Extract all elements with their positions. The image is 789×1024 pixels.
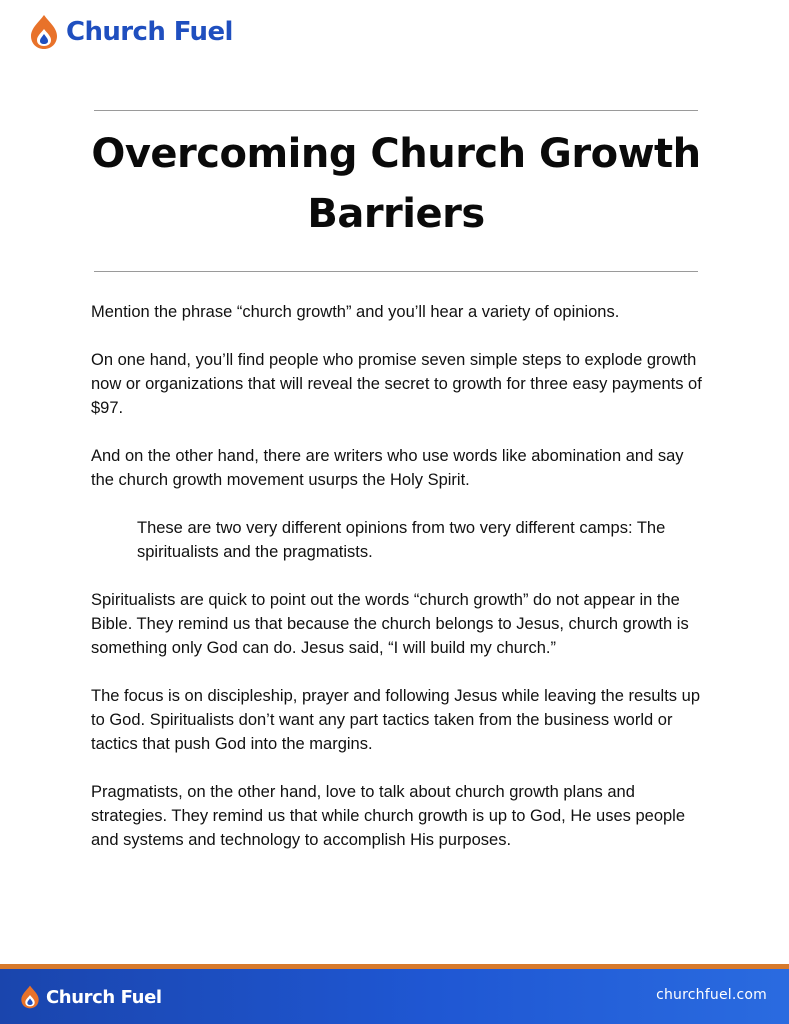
indented-quote: These are two very different opinions from two very different camps: The spiritualists and the pragmatists. <box>137 519 666 561</box>
header-logo <box>30 13 233 51</box>
body-paragraph: Pragmatists, on the other hand, love to talk about church growth plans and strategies. They remind us that while church growth is up to God, He uses people and systems and technology to accomplish His purposes. <box>91 783 686 849</box>
body-paragraph: On one hand, you’ll find people who promise seven simple steps to explode growth now or organizations that will reveal the secret to growth for three easy payments of $97. <box>91 351 702 417</box>
page-title <box>60 124 732 244</box>
footer-website-link[interactable]: churchfuel.com <box>656 987 767 1003</box>
page-title-line-1: Overcoming Church Growth <box>91 131 701 177</box>
footer-accent-stripe <box>0 964 789 969</box>
flame-drop-icon <box>20 985 40 1009</box>
article-body <box>91 300 711 876</box>
title-top-divider <box>94 110 698 111</box>
footer-brand-name: Church Fuel <box>46 986 162 1008</box>
page-footer <box>0 964 789 1024</box>
body-paragraph: Mention the phrase “church growth” and you’ll hear a variety of opinions. <box>91 303 620 321</box>
flame-drop-icon <box>30 14 58 50</box>
body-paragraph: And on the other hand, there are writers who use words like abomination and say the church growth movement usurps the Holy Spirit. <box>91 447 684 489</box>
title-bottom-divider <box>94 271 698 272</box>
footer-logo <box>20 984 162 1010</box>
header-brand-name: Church Fuel <box>66 17 233 47</box>
page-title-line-2: Barriers <box>307 191 485 237</box>
body-paragraph: Spiritualists are quick to point out the words “church growth” do not appear in the Bible. They remind us that because the church belongs to Jesus, church growth is something only God can do. Jesus said, “I will build my church.” <box>91 591 689 657</box>
body-paragraph: The focus is on discipleship, prayer and following Jesus while leaving the results up to God. Spiritualists don’t want any part tactics taken from the business world or tactics that push God into the margins. <box>91 687 700 753</box>
